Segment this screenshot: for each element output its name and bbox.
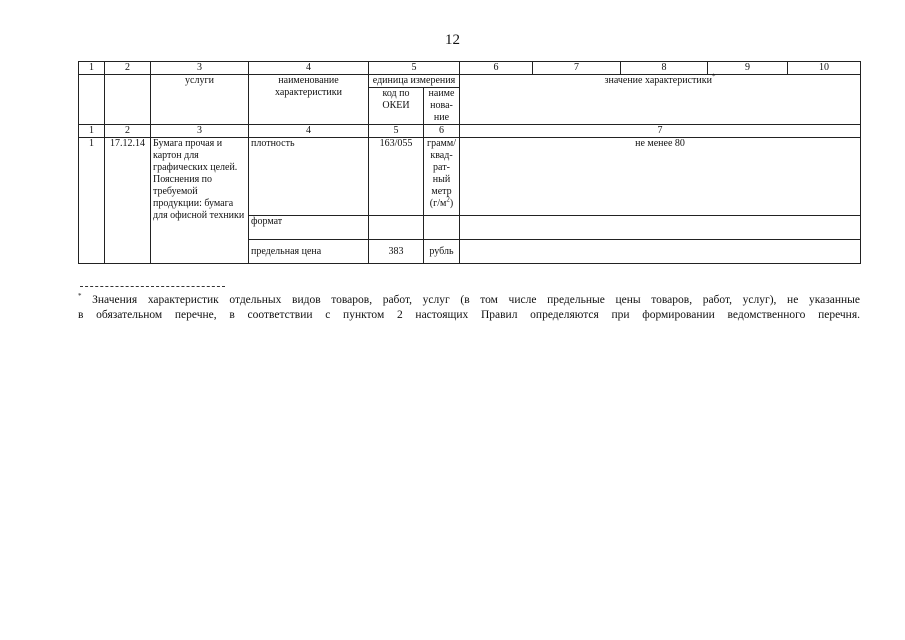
header-num-cell: 7 [533,62,621,75]
header-labels-row [79,75,861,88]
row-okei: 383 [369,240,424,264]
row-okei: 163/055 [369,138,424,216]
header-num-cell: 5 [369,125,424,138]
header-characteristic-name: наименование характеристики [249,75,369,125]
footnote-mark: * [78,292,82,301]
footnote [78,293,860,323]
header-num-cell: 2 [105,62,151,75]
header-okei-code: код по ОКЕИ [369,88,424,125]
row-characteristic: плотность [249,138,369,216]
header-empty-cell [105,75,151,125]
header-num-cell: 3 [151,125,249,138]
row-unit: грамм/ квад- рат- ный метр $(г/м^2)$ [424,138,460,216]
header-numbers-row [79,62,861,75]
row-characteristic: предельная цена [249,240,369,264]
row-value: не менее 80 [460,138,861,216]
header-num-cell: 3 [151,62,249,75]
header-num-cell: 8 [621,62,708,75]
row-value [460,240,861,264]
header-unit-name: наиме нова- ние [424,88,460,125]
row-unit [424,216,460,240]
header-unit: единица измерения [369,75,460,88]
table-row [79,138,861,216]
footnote-line-2: в обязательном перечне, в соответствии с пунктом 2 настоящих Правил определяются при формировании ведомственного перечня. [78,309,860,321]
row-product-name: Бумага прочая и картон для графических целей. Пояснения по требуемой продукции: бумага для офисной техники [151,138,249,264]
header-num-cell: 4 [249,62,369,75]
header-num-cell: 6 [460,62,533,75]
header-num-cell: 4 [249,125,369,138]
header-num-cell: 1 [79,125,105,138]
footnote-separator [80,286,225,287]
row-code: 17.12.14 [105,138,151,264]
header-value: значение характеристики* [460,75,861,125]
header-num-cell: 5 [369,62,460,75]
header-num-cell: 9 [708,62,788,75]
header-num-cell: 1 [79,62,105,75]
header-num-cell: 2 [105,125,151,138]
page-number: 12 [445,32,460,48]
row-value [460,216,861,240]
header-numbers-row-2 [79,125,861,138]
row-unit: рубль [424,240,460,264]
row-okei [369,216,424,240]
header-num-cell: 7 [460,125,861,138]
header-num-cell: 6 [424,125,460,138]
characteristics-table [78,61,861,264]
header-empty-cell [79,75,105,125]
row-characteristic: формат [249,216,369,240]
header-num-cell: 10 [788,62,861,75]
row-number: 1 [79,138,105,264]
header-services: услуги [151,75,249,125]
footnote-line-1: Значения характеристик отдельных видов товаров, работ, услуг (в том числе предельные цены товаров, работ, услуг), не указанные [92,294,861,306]
